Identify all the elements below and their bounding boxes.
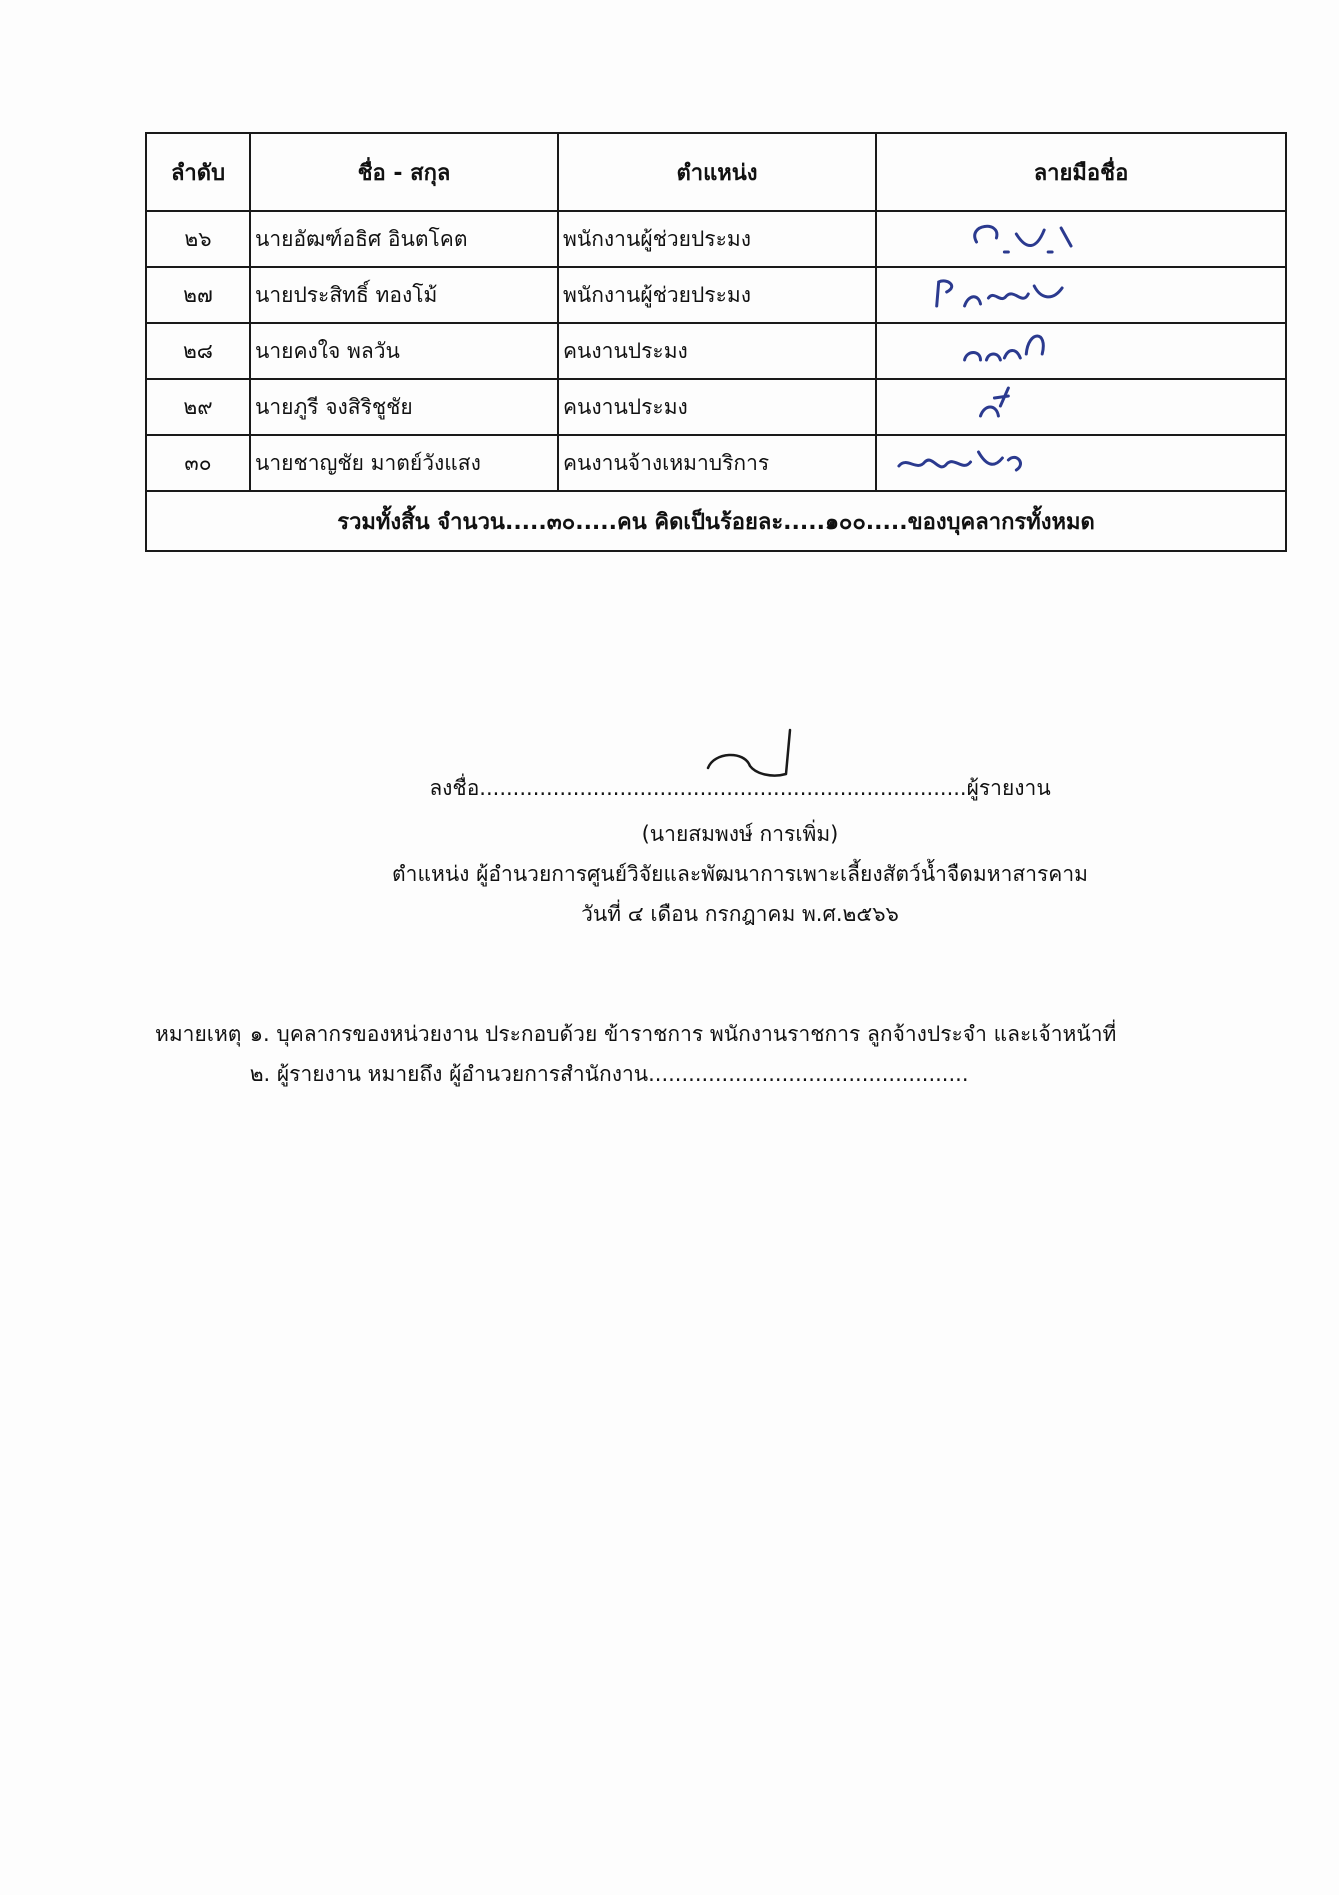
signature-line: ลงชื่อ.........................................................................ผู้รายงาน [429, 776, 1051, 800]
row-signature [876, 435, 1286, 491]
table-row [146, 323, 1286, 379]
table-row [146, 211, 1286, 267]
row-position: คนงานประมง [558, 379, 876, 435]
row-position: พนักงานผู้ช่วยประมง [558, 267, 876, 323]
table-row [146, 379, 1286, 435]
report-date: วันที่ ๔ เดือน กรกฎาคม พ.ศ.๒๕๖๖ [581, 902, 899, 926]
row-position: คนงานประมง [558, 323, 876, 379]
remark-item [155, 1058, 1116, 1098]
table-header-row [146, 133, 1286, 211]
row-name: นายภูรี จงสิริชูชัย [250, 379, 558, 435]
row-name: นายประสิทธิ์ ทองโม้ [250, 267, 558, 323]
handwritten-signature [877, 380, 1285, 434]
row-name: นายคงใจ พลวัน [250, 323, 558, 379]
handwritten-signature [877, 212, 1285, 266]
reporter-position: ตำแหน่ง ผู้อำนวยการศูนย์วิจัยและพัฒนาการเพาะเลี้ยงสัตว์น้ำจืดมหาสารคาม [392, 862, 1088, 886]
remarks [155, 1018, 1116, 1098]
handwritten-signature [877, 268, 1285, 322]
row-name: นายอัฒฑ์อธิศ อินตโคต [250, 211, 558, 267]
row-no: ๒๘ [146, 323, 250, 379]
header-position: ตำแหน่ง [558, 133, 876, 211]
row-signature [876, 379, 1286, 435]
header-name: ชื่อ - สกุล [250, 133, 558, 211]
row-no: ๒๖ [146, 211, 250, 267]
header-no: ลำดับ [146, 133, 250, 211]
remark-item [155, 1018, 1116, 1058]
attendance-table [145, 132, 1287, 552]
row-signature [876, 267, 1286, 323]
row-position: คนงานจ้างเหมาบริการ [558, 435, 876, 491]
remark-text: ๑. บุคลากรของหน่วยงาน ประกอบด้วย ข้าราชการ พนักงานราชการ ลูกจ้างประจำ และเจ้าหน้าที่ [249, 1022, 1117, 1046]
row-no: ๒๙ [146, 379, 250, 435]
header-signature: ลายมือชื่อ [876, 133, 1286, 211]
summary-text: รวมทั้งสิ้น จำนวน.....๓๐.....คน คิดเป็นร้อยละ.....๑๐๐.....ของบุคลากรทั้งหมด [146, 491, 1286, 551]
row-no: ๒๗ [146, 267, 250, 323]
handwritten-signature [877, 324, 1285, 378]
remark-text: ๒. ผู้รายงาน หมายถึง ผู้อำนวยการสำนักงาน................................................ [249, 1062, 969, 1086]
row-no: ๓๐ [146, 435, 250, 491]
row-name: นายชาญชัย มาตย์วังแสง [250, 435, 558, 491]
row-signature [876, 211, 1286, 267]
table-row [146, 435, 1286, 491]
row-signature [876, 323, 1286, 379]
handwritten-signature [877, 436, 1285, 490]
reporter-name: (นายสมพงษ์ การเพิ่ม) [641, 822, 839, 846]
table-row [146, 267, 1286, 323]
row-position: พนักงานผู้ช่วยประมง [558, 211, 876, 267]
summary-row [146, 491, 1286, 551]
remarks-label: หมายเหตุ [155, 1022, 242, 1046]
